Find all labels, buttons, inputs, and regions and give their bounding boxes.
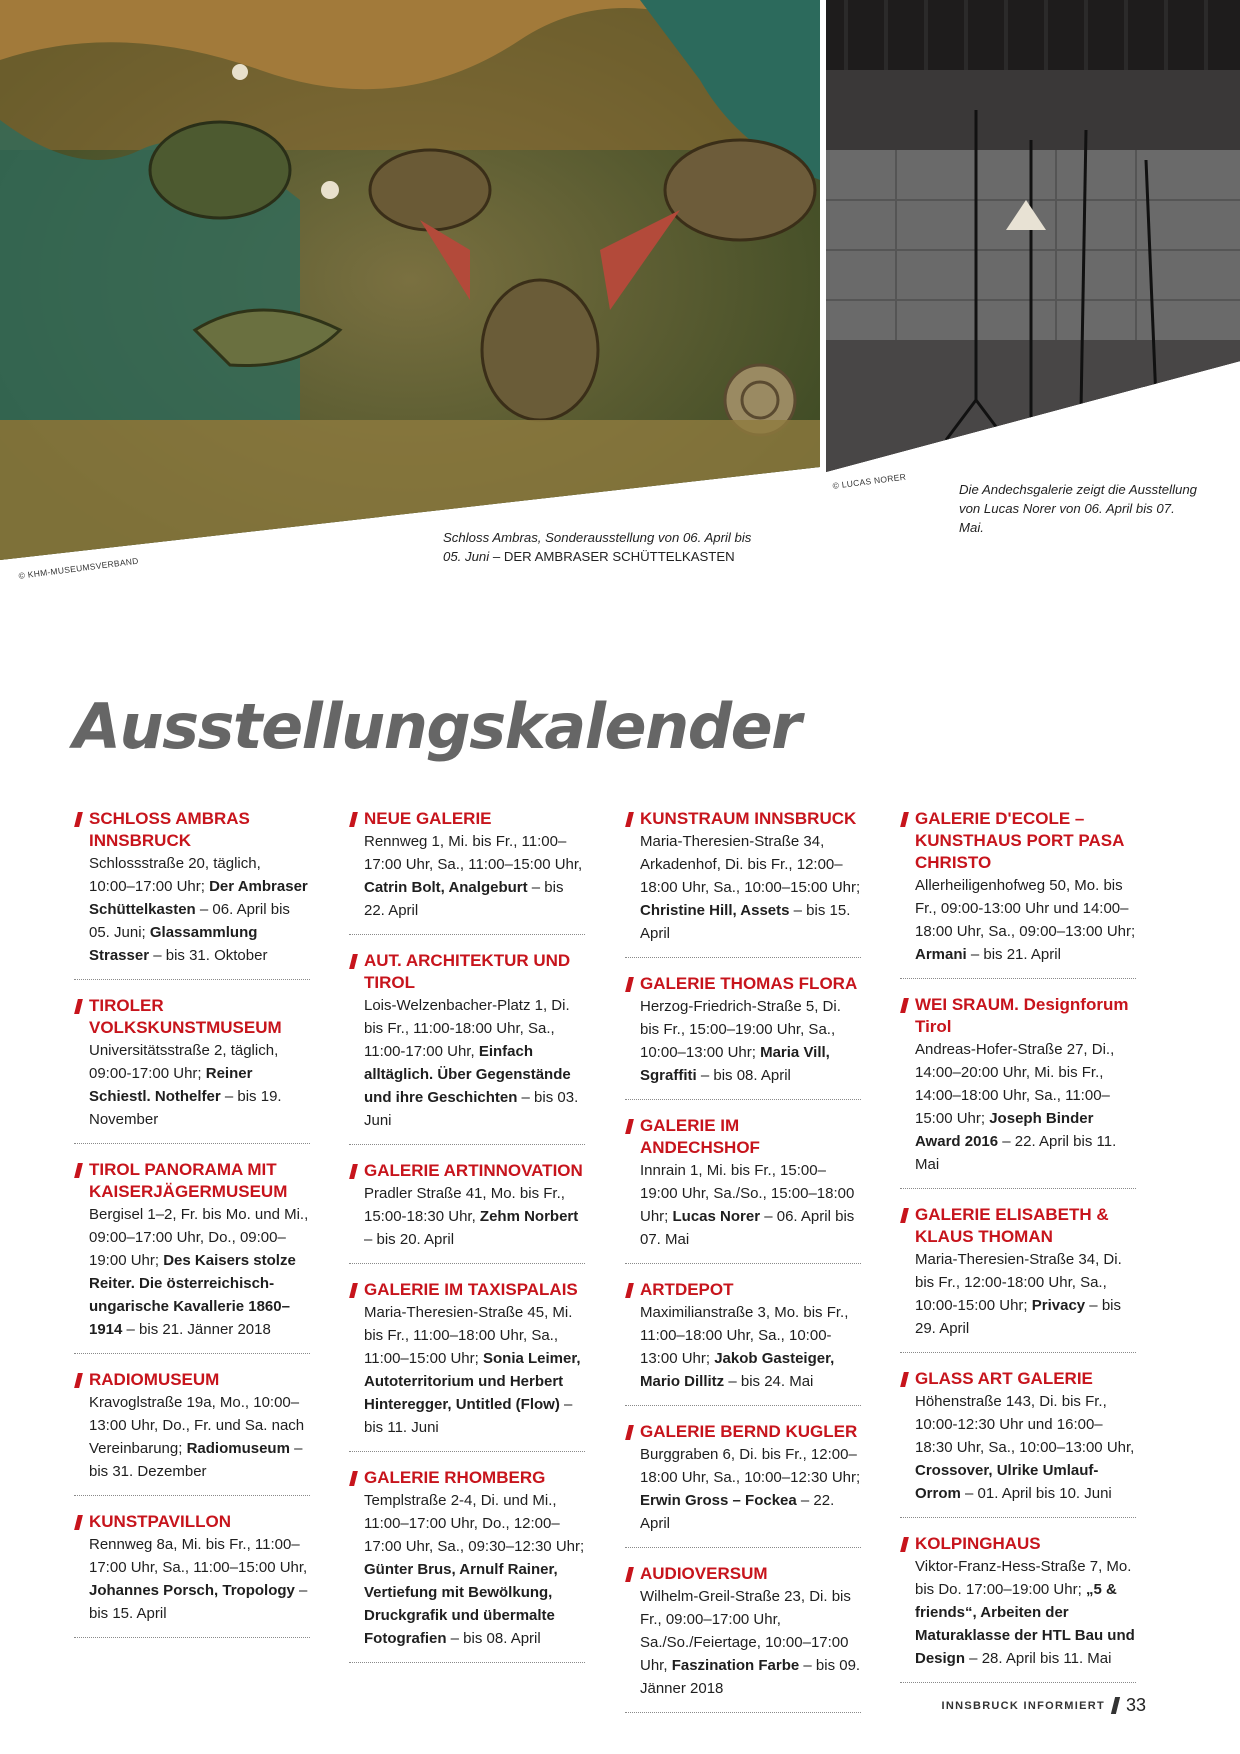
detail-text: – bis 20. April (364, 1231, 455, 1248)
calendar-entry (74, 808, 310, 980)
exhibition-title: Armani (915, 946, 967, 963)
venue-details (364, 1301, 585, 1439)
venue-name: NEUE GALERIE (364, 809, 492, 828)
photo-caption: Die Andechsgalerie zeigt die Ausstellung von Lucas Norer von 06. April bis 07. Mai. (959, 482, 1198, 535)
detail-text: – bis 31. Oktober (149, 947, 268, 964)
detail-text: Maria-Theresien-Straße 34, Di. bis Fr., 12:00-18:00 Uhr, Sa., 10:00-15:00 Uhr; (915, 1251, 1122, 1314)
exhibition-title: Radiomuseum (186, 1440, 290, 1457)
detail-text: Burggraben 6, Di. bis Fr., 12:00–18:00 Uhr, Sa., 10:00–12:30 Uhr; (640, 1446, 861, 1486)
calendar-column (625, 808, 861, 1728)
venue-name: GALERIE IM TAXISPALAIS (364, 1280, 578, 1299)
venue-name: KUNSTPAVILLON (89, 1512, 231, 1531)
venue-name: GALERIE THOMAS FLORA (640, 974, 858, 993)
detail-text: – 06. April bis 05. Juni; (89, 901, 290, 941)
detail-text: Universitätsstraße 2, täglich, 09:00-17:00 Uhr; (89, 1042, 279, 1082)
venue-details (89, 1203, 310, 1341)
venue-name: KUNSTRAUM INNSBRUCK (640, 809, 857, 828)
detail-text: Pradler Straße 41, Mo. bis Fr., 15:00-18:30 Uhr, (364, 1185, 565, 1225)
detail-text: – bis 21. April (966, 946, 1061, 963)
caption-emphasis: DER AMBRASER SCHÜTTELKASTEN (503, 549, 735, 564)
detail-text: – bis 11. Juni (364, 1396, 573, 1436)
detail-text: – bis 19. November (89, 1088, 282, 1128)
footer-separator (1111, 1697, 1120, 1714)
calendar-entry (625, 1279, 861, 1406)
calendar-entry (625, 1421, 861, 1548)
photo-andechsgalerie (826, 0, 1240, 472)
publication-name: INNSBRUCK INFORMIERT (941, 1699, 1105, 1712)
page-footer (941, 1695, 1146, 1716)
venue-details (640, 1443, 861, 1535)
photo-credit: © LUCAS NORER (832, 471, 907, 491)
venue-details (89, 1391, 310, 1483)
exhibition-title: Zehm Norbert (479, 1208, 579, 1225)
exhibition-title: Günter Brus, Arnulf Rainer, Vertiefung mit Bewölkung, Druckgrafik und übermalte Fotografien (364, 1561, 558, 1647)
detail-text: Andreas-Hofer-Straße 27, Di., 14:00–20:00 Uhr, Mi. bis Fr., 14:00–18:00 Uhr, Sa., 11:00–15:00 Uhr; (915, 1041, 1115, 1127)
detail-text: – bis 29. April (915, 1297, 1121, 1337)
calendar-column (74, 808, 310, 1653)
detail-text: Wilhelm-Greil-Straße 23, Di. bis Fr., 09:00–17:00 Uhr, Sa./So./Feiertage, 10:00–17:00 Uhr, (640, 1588, 851, 1674)
exhibition-title: Sonia Leimer, Autoterritorium und Herbert Hinteregger, Untitled (Flow) (364, 1350, 581, 1413)
detail-text: Rennweg 1, Mi. bis Fr., 11:00–17:00 Uhr, Sa., 11:00–15:00 Uhr, (364, 833, 583, 873)
exhibition-title: Einfach alltäglich. Über Gegenstände und ihre Geschichten (364, 1043, 571, 1106)
venue-details (640, 830, 861, 945)
venue-details (89, 1533, 310, 1625)
calendar-column (900, 808, 1136, 1698)
calendar-entry (900, 808, 1136, 979)
photo-schuettelkasten (0, 0, 820, 560)
calendar-entry (74, 1511, 310, 1638)
calendar-entry (625, 973, 861, 1100)
detail-text: Allerheiligenhofweg 50, Mo. bis Fr., 09:00-13:00 Uhr und 14:00–18:00 Uhr, Sa., 09:00–13:00 Uhr; (915, 877, 1136, 940)
calendar-entry (349, 950, 585, 1145)
exhibition-title: Joseph Binder Award 2016 (915, 1110, 1094, 1150)
venue-name: GALERIE BERND KUGLER (640, 1422, 858, 1441)
calendar-entry (625, 1563, 861, 1713)
detail-text: – bis 09. Jänner 2018 (640, 1657, 861, 1697)
exhibition-title: Privacy (1031, 1297, 1086, 1314)
detail-text: – bis 15. April (89, 1582, 308, 1622)
calendar-entry (349, 1160, 585, 1264)
venue-details (915, 1038, 1136, 1176)
detail-text: Lois-Welzenbacher-Platz 1, Di. bis Fr., 11:00-18:00 Uhr, Sa., 11:00-17:00 Uhr, (364, 997, 570, 1060)
venue-name: GALERIE D'ECOLE – KUNSTHAUS PORT PASA CHRISTO (915, 809, 1124, 872)
venue-details (915, 1555, 1136, 1670)
exhibition-title: Johannes Porsch, Tropology (89, 1582, 295, 1599)
detail-text: – 22. April bis 11. Mai (915, 1133, 1117, 1173)
venue-name: GALERIE IM ANDECHSHOF (640, 1116, 760, 1157)
venue-name: ARTDEPOT (640, 1280, 734, 1299)
exhibition-title: Erwin Gross – Fockea (640, 1492, 797, 1509)
photo-caption (443, 528, 763, 566)
calendar-entry (900, 1533, 1136, 1683)
venue-name: TIROL PANORAMA MIT KAISERJÄGERMUSEUM (89, 1160, 288, 1201)
exhibition-title: Jakob Gasteiger, Mario Dillitz (640, 1350, 835, 1390)
venue-name: GALERIE ARTINNOVATION (364, 1161, 583, 1180)
exhibition-title: Glassammlung Strasser (89, 924, 258, 964)
exhibition-title: Crossover, Ulrike Umlauf-Orrom (915, 1462, 1099, 1502)
exhibition-title: Des Kaisers stolze Reiter. Die österreichisch-ungarische Kavallerie 1860–1914 (89, 1252, 296, 1338)
detail-text: – bis 21. Jänner 2018 (122, 1321, 271, 1338)
venue-name: GALERIE ELISABETH & KLAUS THOMAN (915, 1205, 1109, 1246)
page-number: 33 (1125, 1695, 1146, 1715)
venue-name: SCHLOSS AMBRAS INNSBRUCK (89, 809, 250, 850)
calendar-entry (900, 994, 1136, 1189)
calendar-entry (349, 808, 585, 935)
exhibition-title: Reiner Schiestl. Nothelfer (89, 1065, 253, 1105)
detail-text: – bis 31. Dezember (89, 1440, 303, 1480)
calendar-entry (349, 1279, 585, 1452)
detail-text: – 28. April bis 11. Mai (965, 1650, 1112, 1667)
exhibition-title: Catrin Bolt, Analgeburt (364, 879, 528, 896)
venue-name: AUT. ARCHITEKTUR UND TIROL (364, 951, 571, 992)
detail-text: – bis 24. Mai (724, 1373, 814, 1390)
calendar-entry (74, 995, 310, 1144)
detail-text: Maria-Theresien-Straße 34, Arkadenhof, Di. bis Fr., 12:00–18:00 Uhr, Sa., 10:00–15:00 Uhr; (640, 833, 861, 896)
venue-details (915, 874, 1136, 966)
venue-details (640, 1585, 861, 1700)
venue-details (915, 1248, 1136, 1340)
calendar-entry (74, 1159, 310, 1354)
caption-text: Schloss Ambras, Sonderausstellung von 06. April bis 05. Juni – (443, 530, 752, 564)
calendar-entry (74, 1369, 310, 1496)
detail-text: Templstraße 2-4, Di. und Mi., 11:00–17:00 Uhr, Do., 12:00–17:00 Uhr, Sa., 09:30–12:30 Uhr; (364, 1492, 585, 1555)
venue-details (640, 1159, 861, 1251)
detail-text: Kravoglstraße 19a, Mo., 10:00–13:00 Uhr, Do., Fr. und Sa. nach Vereinbarung; (89, 1394, 305, 1457)
calendar-column (349, 808, 585, 1678)
venue-name: RADIOMUSEUM (89, 1370, 220, 1389)
detail-text: Höhenstraße 143, Di. bis Fr., 10:00-12:30 Uhr und 16:00–18:30 Uhr, Sa., 10:00–13:00 Uhr, (915, 1393, 1135, 1456)
venue-details (89, 852, 310, 967)
photo-credit: © KHM-MUSEUMSVERBAND (18, 555, 140, 581)
detail-text: Innrain 1, Mi. bis Fr., 15:00–19:00 Uhr, Sa./So., 15:00–18:00 Uhr; (640, 1162, 855, 1225)
exhibition-title: Lucas Norer (672, 1208, 761, 1225)
calendar-entry (625, 1115, 861, 1264)
exhibition-title: Christine Hill, Assets (640, 902, 790, 919)
detail-text: – 06. April bis 07. Mai (640, 1208, 855, 1248)
exhibition-title: Faszination Farbe (671, 1657, 800, 1674)
venue-details (364, 1489, 585, 1650)
detail-text: – 01. April bis 10. Juni (960, 1485, 1112, 1502)
calendar-entry (900, 1368, 1136, 1518)
detail-text: Maximilianstraße 3, Mo. bis Fr., 11:00–18:00 Uhr, Sa., 10:00-13:00 Uhr; (640, 1304, 849, 1367)
detail-text: Schlossstraße 20, täglich, 10:00–17:00 Uhr; (89, 855, 261, 895)
detail-text: – bis 15. April (640, 902, 851, 942)
venue-details (364, 1182, 585, 1251)
venue-details (915, 1390, 1136, 1505)
venue-name: TIROLER VOLKSKUNSTMUSEUM (89, 996, 282, 1037)
venue-details (640, 1301, 861, 1393)
detail-text: Maria-Theresien-Straße 45, Mi. bis Fr., 11:00–18:00 Uhr, Sa., 11:00–15:00 Uhr; (364, 1304, 573, 1367)
detail-text: Bergisel 1–2, Fr. bis Mo. und Mi., 09:00–17:00 Uhr, Do., 09:00–19:00 Uhr; (89, 1206, 309, 1269)
venue-name: AUDIOVERSUM (640, 1564, 768, 1583)
detail-text: – bis 08. April (696, 1067, 791, 1084)
exhibition-title: Maria Vill, Sgraffiti (640, 1044, 830, 1084)
venue-details (364, 830, 585, 922)
detail-text: – bis 08. April (446, 1630, 541, 1647)
venue-details (89, 1039, 310, 1131)
calendar-entry (349, 1467, 585, 1663)
detail-text: – 22. April (640, 1492, 835, 1532)
venue-name: GLASS ART GALERIE (915, 1369, 1093, 1388)
calendar-entry (625, 808, 861, 958)
page-title: Ausstellungskalender (73, 690, 801, 763)
detail-text: Herzog-Friedrich-Straße 5, Di. bis Fr., 15:00–19:00 Uhr, Sa., 10:00–13:00 Uhr; (640, 998, 841, 1061)
detail-text: – bis 22. April (364, 879, 564, 919)
detail-text: – bis 03. Juni (364, 1089, 579, 1129)
detail-text: Rennweg 8a, Mi. bis Fr., 11:00–17:00 Uhr, Sa., 11:00–15:00 Uhr, (89, 1536, 308, 1576)
exhibition-title: Der Ambraser Schüttelkasten (89, 878, 308, 918)
calendar-entry (900, 1204, 1136, 1353)
venue-details (364, 994, 585, 1132)
venue-name: WEI SRAUM. Designforum Tirol (915, 995, 1129, 1036)
detail-text: Viktor-Franz-Hess-Straße 7, Mo. bis Do. 17:00–19:00 Uhr; (915, 1558, 1132, 1598)
exhibition-title: „5 & friends“, Arbeiten der Maturaklasse der HTL Bau und Design (915, 1581, 1135, 1667)
venue-name: GALERIE RHOMBERG (364, 1468, 546, 1487)
venue-details (640, 995, 861, 1087)
venue-name: KOLPINGHAUS (915, 1534, 1041, 1553)
